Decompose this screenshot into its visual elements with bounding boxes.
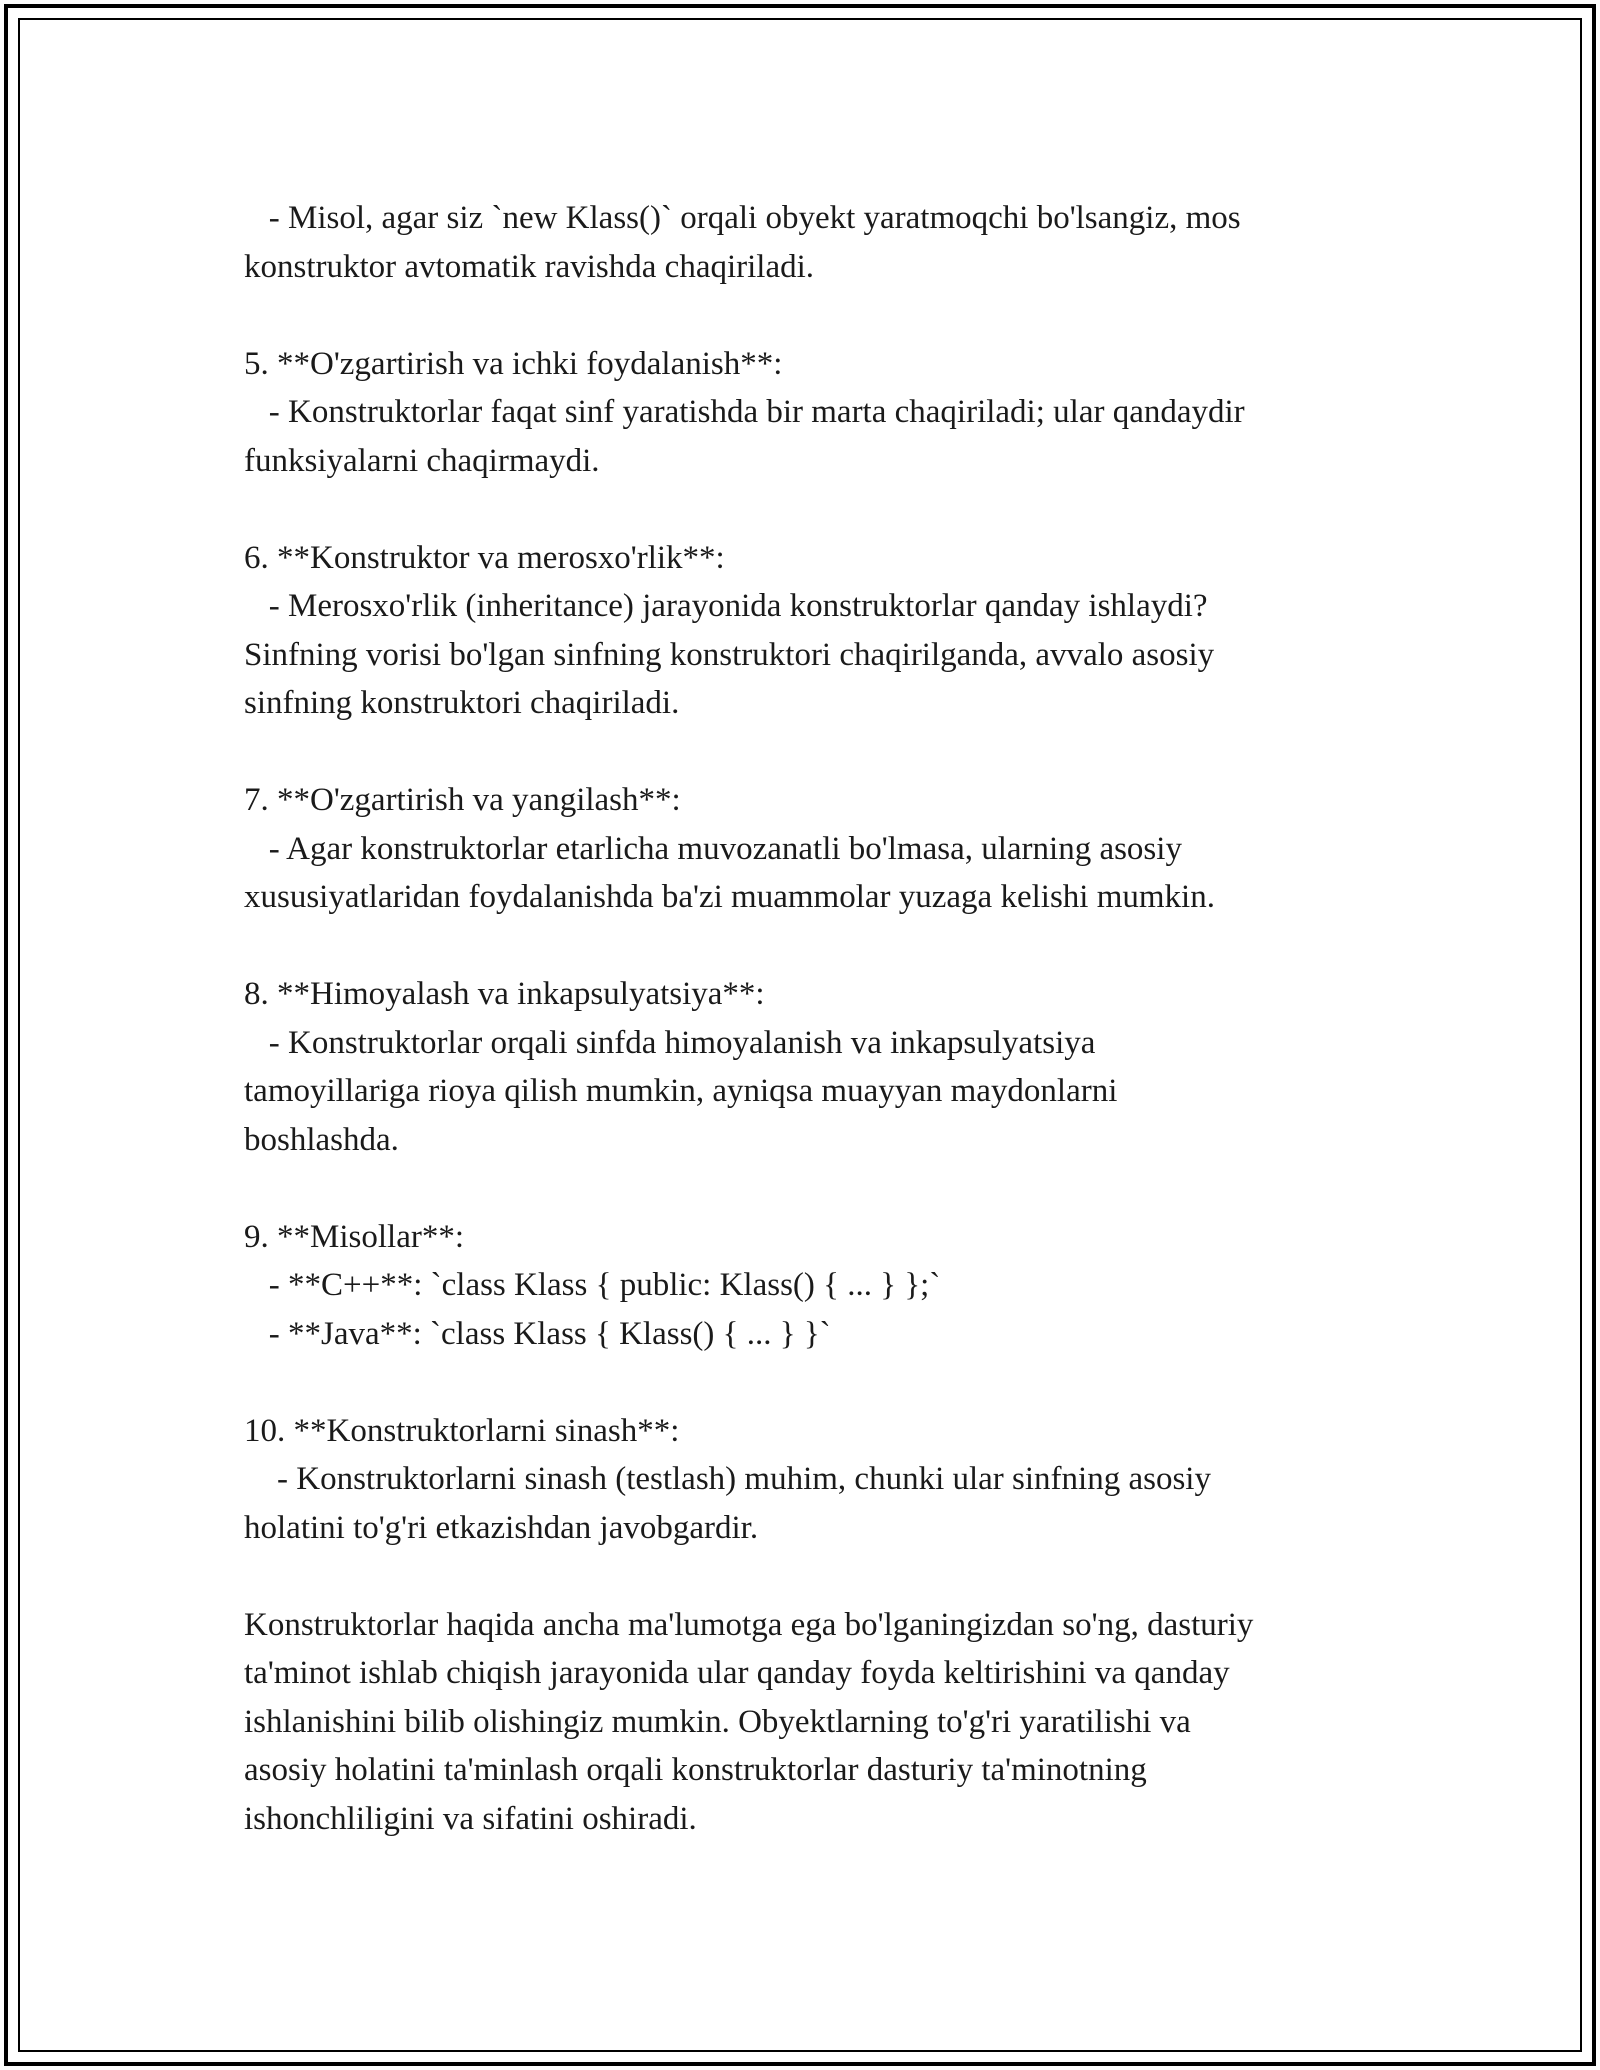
text-line: - Merosxo'rlik (inheritance) jarayonida konstruktorlar qanday ishlaydi? <box>244 588 1208 624</box>
blank-line <box>244 922 1394 971</box>
text-line: - Konstruktorlarni sinash (testlash) muhim, chunki ular sinfning asosiy <box>244 1461 1211 1497</box>
text-line: xususiyatlaridan foydalanishda ba'zi muammolar yuzaga kelishi mumkin. <box>244 879 1215 915</box>
section-heading-9: 9. **Misollar**: <box>244 1218 464 1255</box>
section-heading-8: 8. **Himoyalash va inkapsulyatsiya**: <box>244 976 765 1012</box>
blank-line <box>244 291 1394 340</box>
section-heading-7: 7. **O'zgartirish va yangilash**: <box>244 782 681 818</box>
section-heading-6: 6. **Konstruktor va merosxo'rlik**: <box>244 539 725 576</box>
blank-line <box>244 728 1394 777</box>
text-line: boshlashda. <box>244 1121 399 1158</box>
text-line: sinfning konstruktori chaqiriladi. <box>244 685 680 721</box>
text-line: funksiyalarni chaqirmaydi. <box>244 442 600 479</box>
text-line: - Konstruktorlar orqali sinfda himoyalanish va inkapsulyatsiya <box>244 1024 1096 1061</box>
document-body <box>244 194 1394 1843</box>
text-line: - **C++**: `class Klass { public: Klass() { ... } };` <box>244 1267 941 1303</box>
text-line: - Agar konstruktorlar etarlicha muvozanatli bo'lmasa, ularning asosiy <box>244 830 1182 867</box>
text-line: konstruktor avtomatik ravishda chaqiriladi. <box>244 248 815 285</box>
conclusion-line: ta'minot ishlab chiqish jarayonida ular qanday foyda keltirishini va qanday <box>244 1655 1230 1691</box>
section-heading-5: 5. **O'zgartirish va ichki foydalanish**: <box>244 345 783 382</box>
blank-line <box>244 1358 1394 1407</box>
text-line: - Misol, agar siz `new Klass()` orqali obyekt yaratmoqchi bo'lsangiz, mos <box>244 200 1241 236</box>
conclusion-line: Konstruktorlar haqida ancha ma'lumotga ega bo'lganingizdan so'ng, dasturiy <box>244 1606 1254 1643</box>
blank-line <box>244 1164 1394 1213</box>
text-line: Sinfning vorisi bo'lgan sinfning konstruktori chaqirilganda, avvalo asosiy <box>244 636 1215 673</box>
conclusion-line: ishonchliligini va sifatini oshiradi. <box>244 1800 697 1837</box>
text-line: tamoyillariga rioya qilish mumkin, ayniqsa muayyan maydonlarni <box>244 1073 1118 1109</box>
text-line: holatini to'g'ri etkazishdan javobgardir. <box>244 1509 759 1546</box>
conclusion-line: ishlanishini bilib olishingiz mumkin. Obyektlarning to'g'ri yaratilishi va <box>244 1703 1191 1740</box>
text-line: - **Java**: `class Klass { Klass() { ... } }` <box>244 1315 831 1352</box>
section-heading-10: 10. **Konstruktorlarni sinash**: <box>244 1412 680 1449</box>
page-frame <box>4 4 1596 2066</box>
conclusion-line: asosiy holatini ta'minlash orqali konstruktorlar dasturiy ta'minotning <box>244 1752 1147 1788</box>
blank-line <box>244 485 1394 534</box>
text-line: - Konstruktorlar faqat sinf yaratishda bir marta chaqiriladi; ular qandaydir <box>244 394 1245 430</box>
blank-line <box>244 1552 1394 1601</box>
